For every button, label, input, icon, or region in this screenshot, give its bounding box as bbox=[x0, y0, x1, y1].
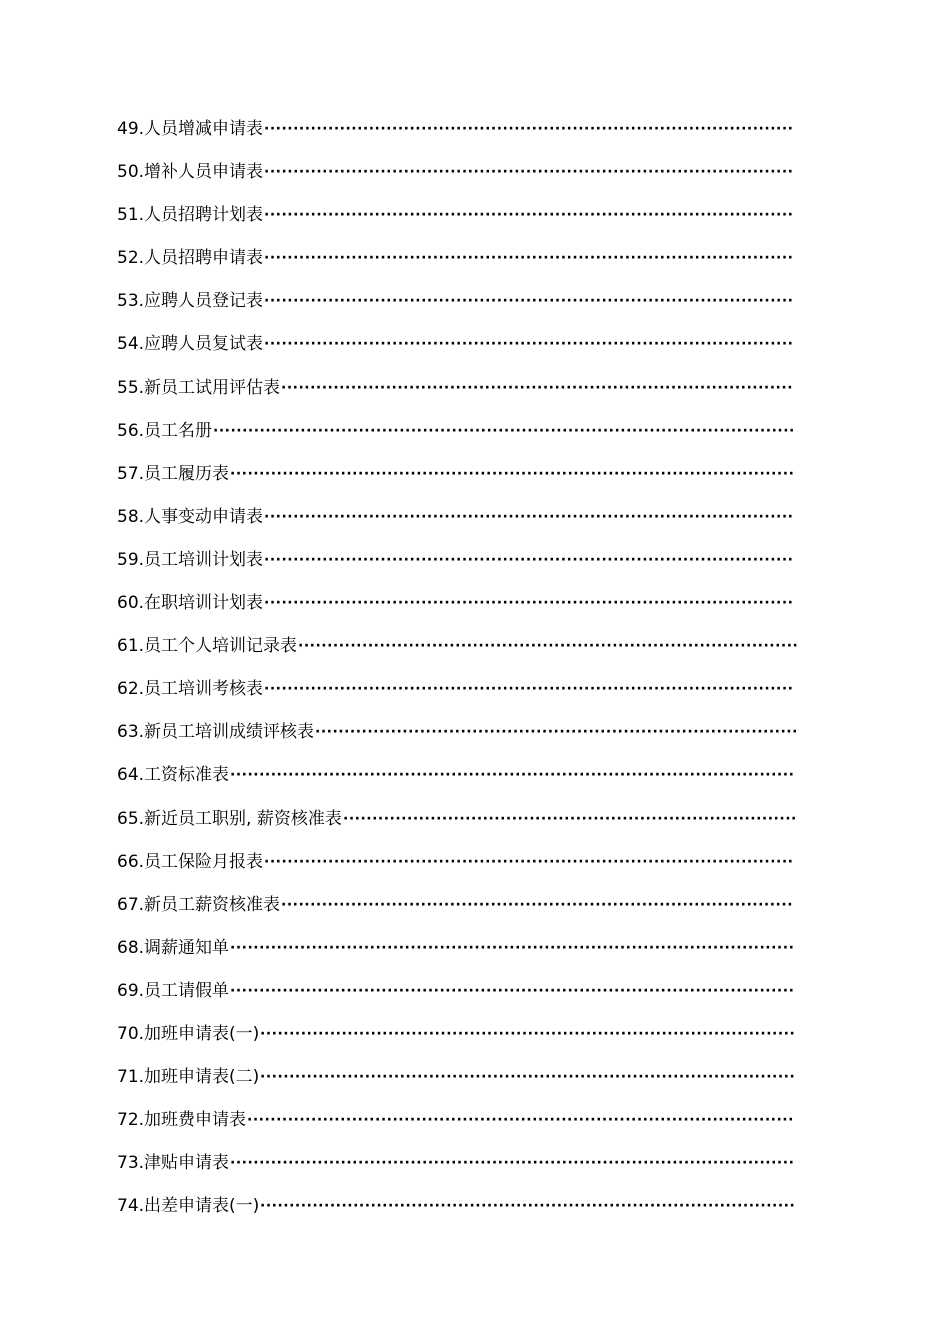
dot-leader: ························································································ bbox=[281, 379, 794, 396]
dot-leader: ··························································································· bbox=[264, 508, 794, 525]
toc-entry-title: 72.加班费申请表 bbox=[117, 1110, 247, 1131]
toc-entry-title: 74.出差申请表(一) bbox=[117, 1196, 260, 1217]
toc-entry[interactable] bbox=[117, 496, 837, 539]
toc-entry-title: 54.应聘人员复试表 bbox=[117, 334, 264, 355]
dot-leader: ··························································································· bbox=[264, 853, 794, 870]
toc-entry-title: 62.员工培训考核表 bbox=[117, 679, 264, 700]
toc-entry-title: 59.员工培训计划表 bbox=[117, 549, 264, 570]
dot-leader: ··························································································· bbox=[264, 336, 794, 353]
toc-entry[interactable] bbox=[117, 280, 837, 323]
toc-entry-title: 69.员工请假单 bbox=[117, 980, 230, 1001]
dot-leader: ···························································································· bbox=[260, 1025, 796, 1042]
dot-leader: ···································································································· bbox=[213, 422, 795, 439]
toc-entry-title: 65.新近员工职别, 薪资核准表 bbox=[117, 808, 342, 829]
toc-entry-title: 51.人员招聘计划表 bbox=[117, 205, 264, 226]
toc-entry-title: 67.新员工薪资核准表 bbox=[117, 894, 281, 915]
dot-leader: ······················································································ bbox=[298, 638, 799, 655]
dot-leader: ··························································································· bbox=[264, 250, 794, 267]
dot-leader: ··················································································· bbox=[315, 724, 798, 741]
dot-leader: ··························································································· bbox=[264, 551, 794, 568]
toc-entry[interactable] bbox=[117, 884, 837, 927]
toc-entry[interactable] bbox=[117, 237, 837, 280]
dot-leader: ························································································ bbox=[281, 896, 794, 913]
toc-entry-title: 53.应聘人员登记表 bbox=[117, 291, 264, 312]
toc-entry[interactable] bbox=[117, 410, 837, 453]
toc-entry[interactable] bbox=[117, 1056, 837, 1099]
toc-entry-title: 68.调薪通知单 bbox=[117, 937, 230, 958]
dot-leader: ·············································································· bbox=[343, 810, 797, 827]
toc-entry[interactable] bbox=[117, 1185, 837, 1228]
toc-entry[interactable] bbox=[117, 367, 837, 410]
toc-entry[interactable] bbox=[117, 151, 837, 194]
dot-leader: ································································································· bbox=[230, 465, 795, 482]
dot-leader: ································································································· bbox=[230, 1155, 795, 1172]
dot-leader: ··························································································· bbox=[264, 595, 794, 612]
toc-entry[interactable] bbox=[117, 582, 837, 625]
dot-leader: ······························································································ bbox=[247, 1112, 794, 1129]
dot-leader: ································································································· bbox=[230, 982, 795, 999]
toc-entry-title: 61.员工个人培训记录表 bbox=[117, 636, 298, 657]
toc-entry-title: 55.新员工试用评估表 bbox=[117, 377, 281, 398]
toc-entry-title: 50.增补人员申请表 bbox=[117, 162, 264, 183]
toc-entry-title: 49.人员增减申请表 bbox=[117, 119, 264, 139]
toc-entry[interactable] bbox=[117, 194, 837, 237]
toc-entry[interactable] bbox=[117, 625, 837, 668]
toc-entry[interactable] bbox=[117, 323, 837, 366]
toc-entry-title: 56.员工名册 bbox=[117, 420, 213, 441]
toc-entry[interactable] bbox=[117, 841, 837, 884]
dot-leader: ································································································· bbox=[230, 767, 795, 784]
toc-entry-title: 57.员工履历表 bbox=[117, 463, 230, 484]
dot-leader: ··························································································· bbox=[264, 164, 794, 181]
toc-entry[interactable] bbox=[117, 970, 837, 1013]
table-of-contents bbox=[117, 108, 837, 1228]
toc-entry-title: 63.新员工培训成绩评核表 bbox=[117, 722, 315, 743]
toc-entry-title: 58.人事变动申请表 bbox=[117, 506, 264, 527]
toc-entry[interactable] bbox=[117, 927, 837, 970]
toc-entry[interactable] bbox=[117, 754, 837, 797]
toc-entry[interactable] bbox=[117, 668, 837, 711]
toc-entry[interactable] bbox=[117, 108, 837, 151]
toc-entry[interactable] bbox=[117, 453, 837, 496]
toc-entry-title: 73.津贴申请表 bbox=[117, 1153, 230, 1174]
toc-entry[interactable] bbox=[117, 1099, 837, 1142]
toc-entry[interactable] bbox=[117, 711, 837, 754]
dot-leader: ································································································· bbox=[230, 939, 795, 956]
toc-entry[interactable] bbox=[117, 1142, 837, 1185]
toc-entry-title: 66.员工保险月报表 bbox=[117, 851, 264, 872]
dot-leader: ···························································································· bbox=[260, 1198, 796, 1215]
toc-entry[interactable] bbox=[117, 1013, 837, 1056]
toc-entry-title: 71.加班申请表(二) bbox=[117, 1067, 260, 1088]
dot-leader: ··························································································· bbox=[264, 207, 794, 224]
dot-leader: ··························································································· bbox=[264, 121, 794, 137]
dot-leader: ··························································································· bbox=[264, 681, 794, 698]
toc-entry[interactable] bbox=[117, 539, 837, 582]
dot-leader: ···························································································· bbox=[260, 1069, 796, 1086]
toc-entry-title: 64.工资标准表 bbox=[117, 765, 230, 786]
toc-entry-title: 52.人员招聘申请表 bbox=[117, 248, 264, 269]
toc-entry-title: 60.在职培训计划表 bbox=[117, 593, 264, 614]
toc-entry-title: 70.加班申请表(一) bbox=[117, 1023, 260, 1044]
dot-leader: ··························································································· bbox=[264, 293, 794, 310]
toc-entry[interactable] bbox=[117, 798, 837, 841]
